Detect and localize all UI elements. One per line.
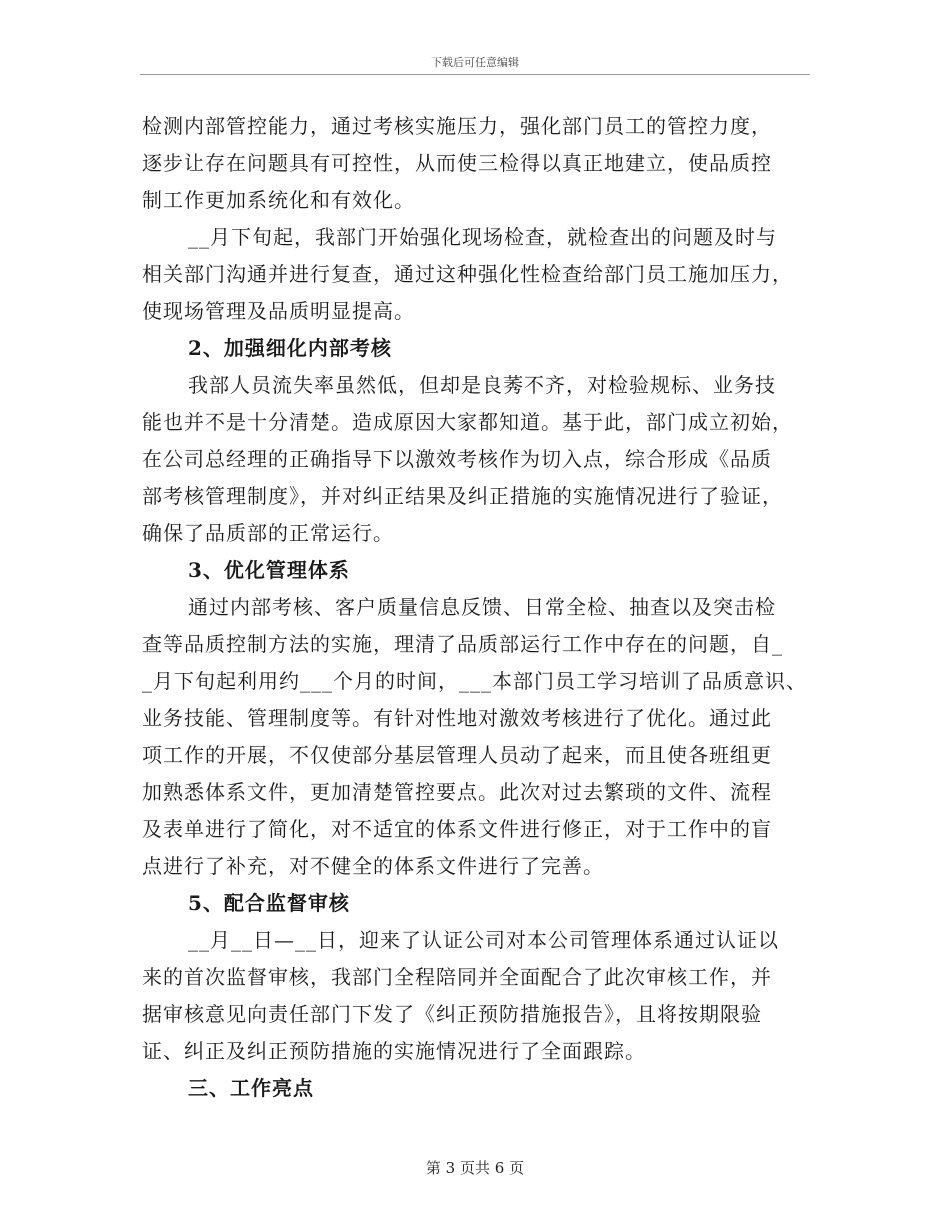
text-line: 加熟悉体系文件，更加清楚管控要点。此次对过去繁琐的文件、流程 — [142, 780, 772, 804]
text-line: 点进行了补充，对不健全的体系文件进行了完善。 — [142, 854, 604, 878]
paragraph-start: __月__日—__日，迎来了认证公司对本公司管理体系通过认证以 — [188, 928, 779, 952]
text-line: 部考核管理制度》，并对纠正结果及纠正措施的实施情况进行了验证， — [142, 484, 783, 508]
text-line: 来的首次监督审核，我部门全程陪同并全面配合了此次审核工作，并 — [142, 965, 772, 989]
page-number: 第 3 页共 6 页 — [425, 1159, 525, 1177]
text-line: 确保了品质部的正常运行。 — [142, 521, 394, 545]
text-line: 能也并不是十分清楚。造成原因大家都知道。基于此，部门成立初始， — [142, 410, 793, 434]
text-line: 在公司总经理的正确指导下以激效考核作为切入点，综合形成《品质 — [142, 447, 772, 471]
text-line: 使现场管理及品质明显提高。 — [142, 299, 415, 323]
text-line: _月下旬起利用约___个月的时间，___本部门员工学习培训了品质意识、 — [142, 669, 807, 693]
text-line: 据审核意见向责任部门下发了《纠正预防措施报告》，且将按期限验 — [142, 1002, 762, 1026]
text-line: 相关部门沟通并进行复查，通过这种强化性检查给部门员工施加压力， — [142, 262, 793, 286]
text-line: 及表单进行了简化，对不适宜的体系文件进行修正，对于工作中的盲 — [142, 817, 772, 841]
paragraph-start: 我部人员流失率虽然低，但却是良莠不齐，对检验规标、业务技 — [188, 373, 776, 397]
text-line: 检测内部管控能力，通过考核实施压力，强化部门员工的管控力度， — [142, 114, 772, 138]
text-line: 业务技能、管理制度等。有针对性地对激效考核进行了优化。通过此 — [142, 706, 772, 730]
section-heading: 2、加强细化内部考核 — [188, 336, 392, 360]
header-divider — [140, 74, 810, 75]
paragraph-start: 通过内部考核、客户质量信息反馈、日常全检、抽查以及突击检 — [188, 595, 776, 619]
text-line: 项工作的开展，不仅使部分基层管理人员动了起来，而且使各班组更 — [142, 743, 772, 767]
section-heading: 三、工作亮点 — [188, 1076, 314, 1100]
section-heading: 3、优化管理体系 — [188, 558, 350, 582]
body-text — [142, 108, 822, 1107]
page-header: 下载后可任意编辑 — [431, 56, 519, 69]
section-heading: 5、配合监督审核 — [188, 891, 350, 915]
text-line: 查等品质控制方法的实施，理清了品质部运行工作中存在的问题，自_ — [142, 632, 783, 656]
text-line: 证、纠正及纠正预防措施的实施情况进行了全面跟踪。 — [142, 1039, 646, 1063]
text-line: 逐步让存在问题具有可控性，从而使三检得以真正地建立，使品质控 — [142, 151, 772, 175]
paragraph-start: __月下旬起，我部门开始强化现场检查，就检查出的问题及时与 — [188, 225, 777, 249]
text-line: 制工作更加系统化和有效化。 — [142, 188, 415, 212]
